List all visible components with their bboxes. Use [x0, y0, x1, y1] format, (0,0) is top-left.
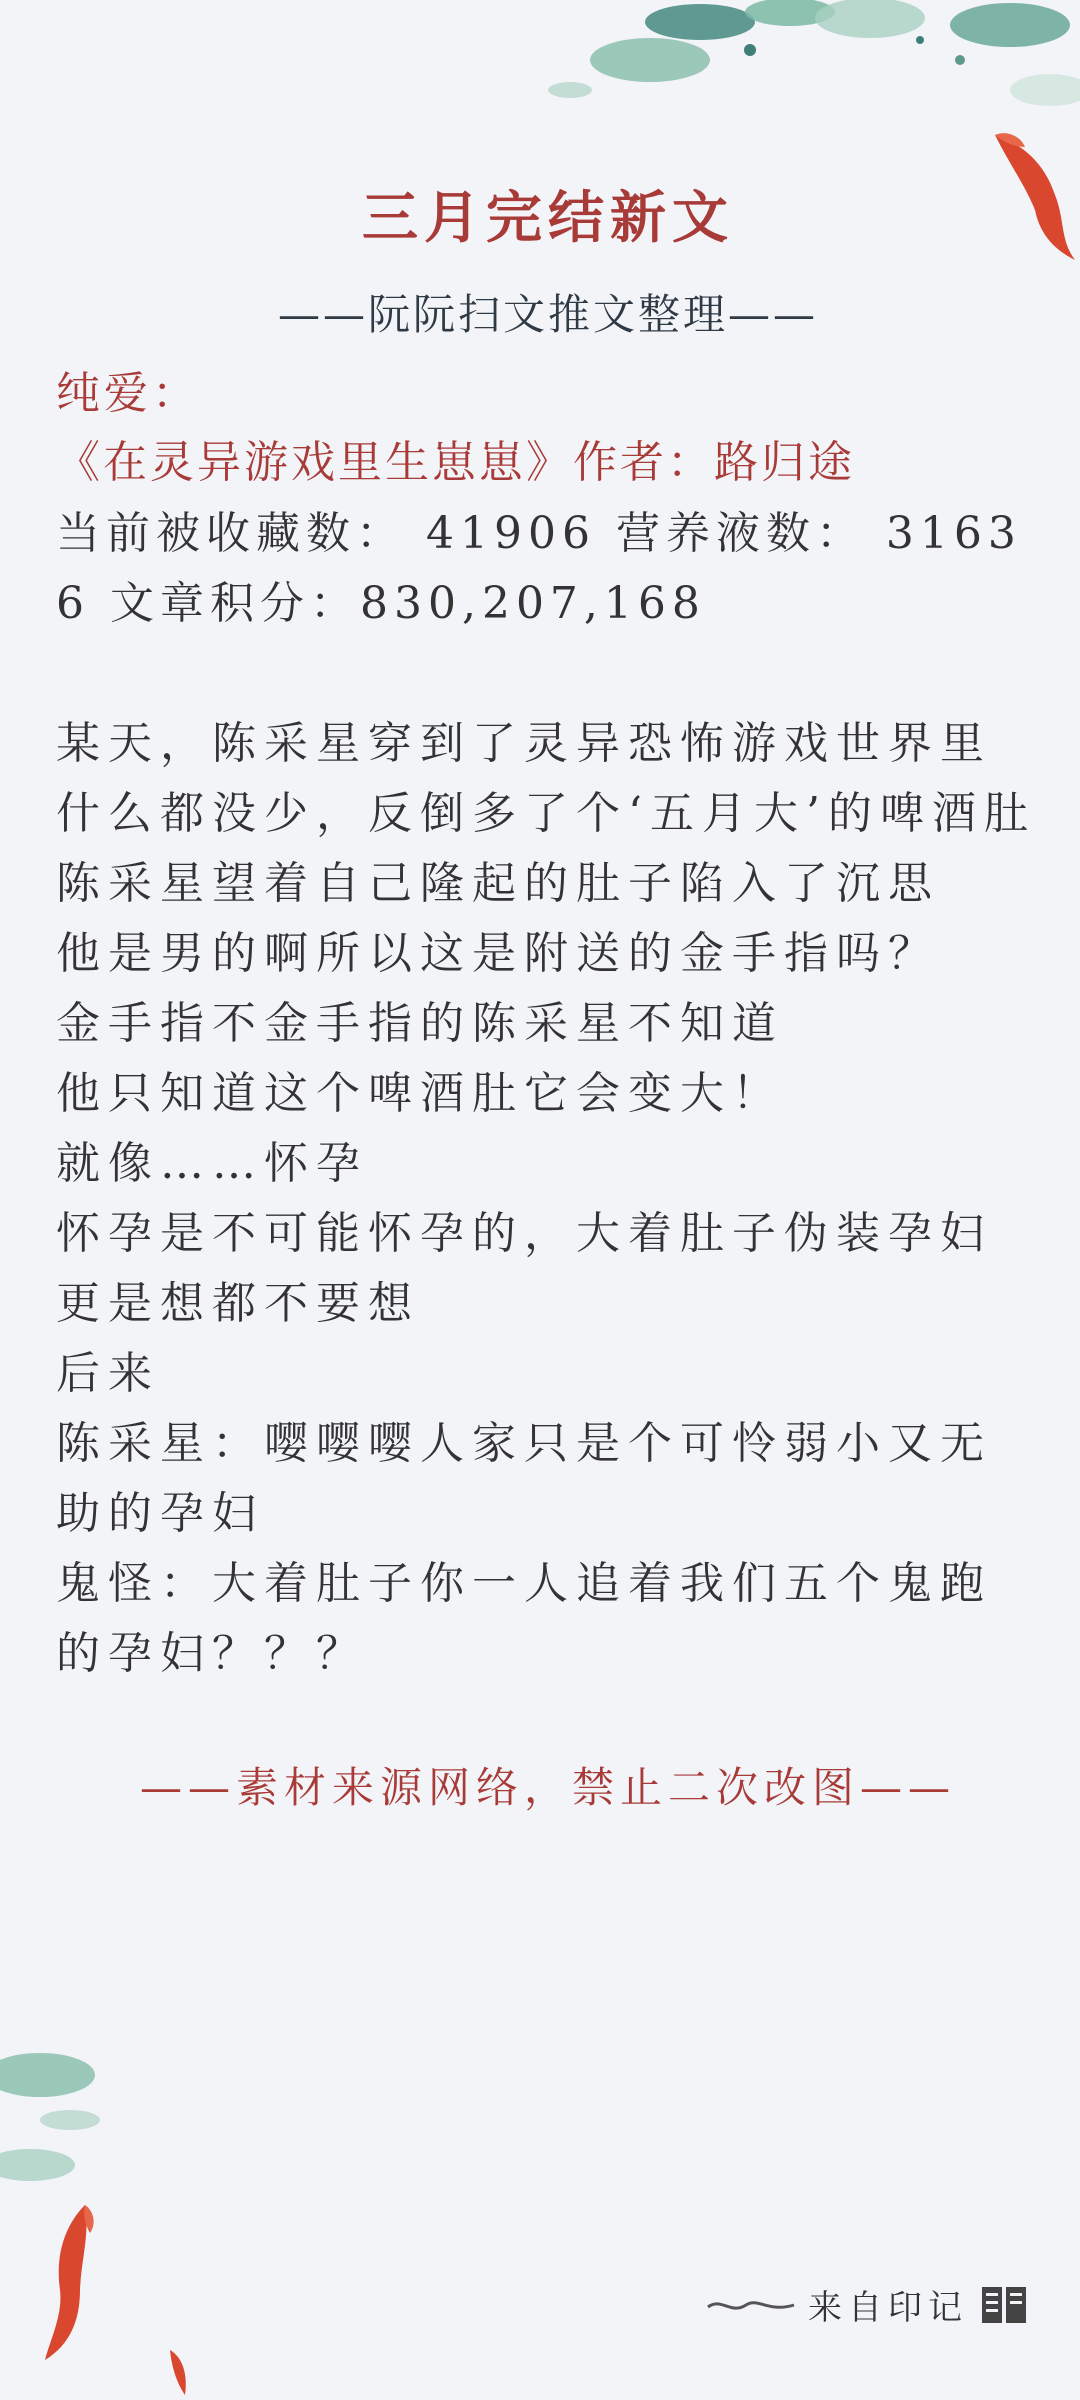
koi-fish-decoration [35, 2195, 105, 2365]
book-icon [980, 2283, 1028, 2327]
post-content [56, 185, 1040, 1813]
koi-fish-decoration [160, 2345, 200, 2400]
page-title: 三月完结新文 [362, 185, 734, 251]
summary-line: 他是男的啊所以这是附送的金手指吗？ [56, 927, 940, 979]
category-label: 纯爱： [56, 367, 200, 419]
book-summary [56, 709, 1040, 1689]
summary-line: 鬼怪：大着肚子你一人追着我们五个鬼跑的孕妇？？？ [56, 1557, 992, 1679]
summary-line: 他只知道这个啤酒肚它会变大！ [56, 1067, 784, 1119]
summary-line: 后来 [56, 1347, 160, 1399]
summary-line: 陈采星望着自己隆起的肚子陷入了沉思 [56, 857, 940, 909]
lotus-leaves-bottom-decoration [0, 2035, 120, 2235]
lotus-leaves-top-decoration [540, 0, 1080, 180]
summary-line: 某天，陈采星穿到了灵异恐怖游戏世界里 [56, 717, 992, 769]
book-stats: 当前被收藏数： 41906 营养液数： 31636 文章积分：830,207,168 [56, 507, 1022, 629]
app-watermark [706, 2280, 1028, 2329]
summary-line: 陈采星：嘤嘤嘤人家只是个可怜弱小又无助的孕妇 [56, 1417, 992, 1539]
book-title-author: 《在灵异游戏里生崽崽》作者：路归途 [56, 436, 855, 488]
summary-line: 什么都没少，反倒多了个‘五月大’的啤酒肚 [56, 787, 1036, 839]
summary-line: 金手指不金手指的陈采星不知道 [56, 997, 784, 1049]
watermark-text: 来自印记 [808, 2288, 968, 2328]
summary-line: 就像……怀孕 [56, 1137, 368, 1189]
wave-icon [706, 2293, 796, 2317]
page-subtitle: ——阮阮扫文推文整理—— [277, 290, 818, 340]
summary-line: 怀孕是不可能怀孕的，大着肚子伪装孕妇更是想都不要想 [56, 1207, 992, 1329]
source-disclaimer: ——素材来源网络，禁止二次改图—— [139, 1762, 956, 1812]
